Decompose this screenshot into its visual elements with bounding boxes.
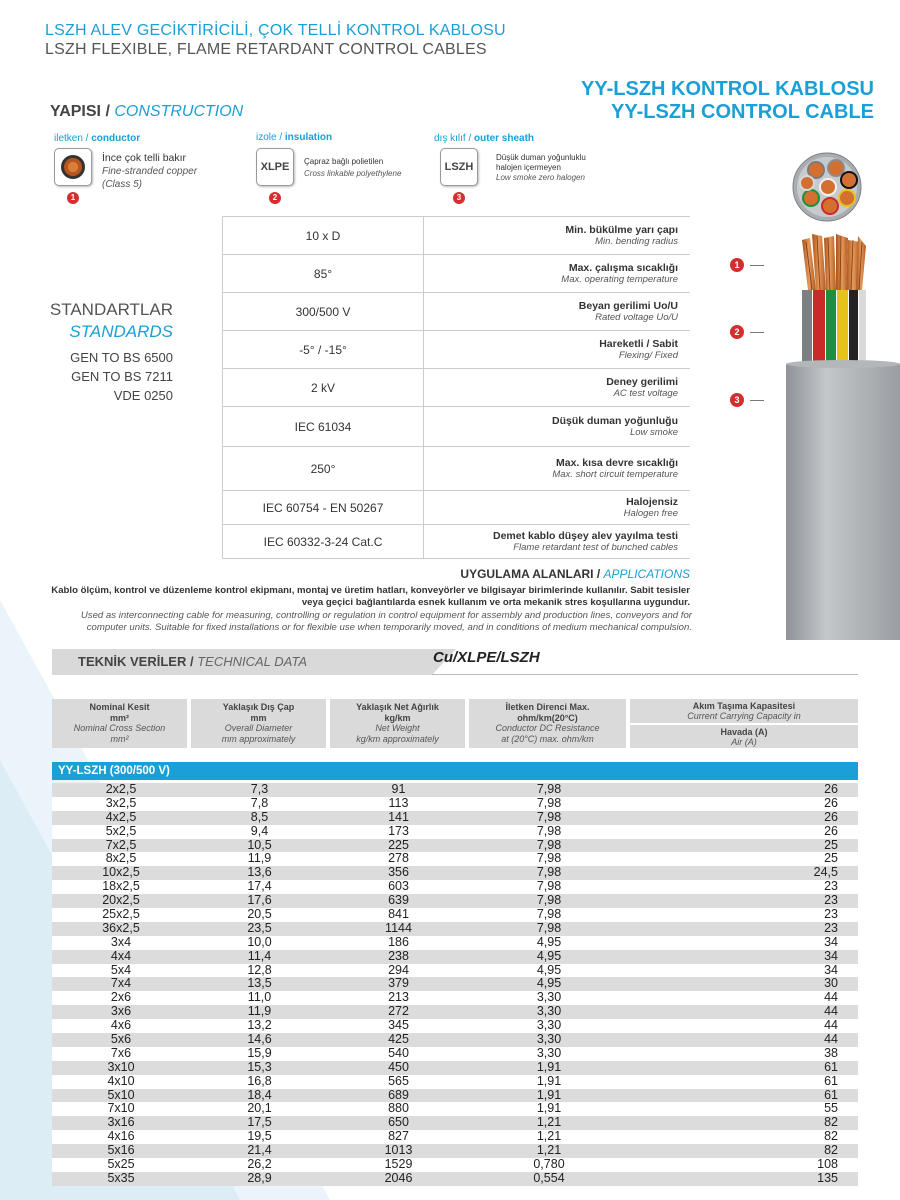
cell-current-air: 26 — [824, 795, 838, 810]
cell-resistance: 7,98 — [536, 865, 562, 880]
cell-resistance: 0,780 — [533, 1157, 565, 1172]
cell-weight: 689 — [388, 1087, 409, 1102]
cell-resistance: 7,98 — [536, 795, 562, 810]
property-label: Demet kablo düşey alev yayılma testi Flame retardant test of bunched cables — [492, 530, 678, 553]
callout-badge-1: 1 — [730, 258, 744, 272]
construction-title: YAPISI / CONSTRUCTION — [50, 103, 244, 120]
cell-cross-section: 3x2,5 — [105, 795, 137, 810]
applications-text-tr: Kablo ölçüm, kontrol ve düzenleme kontrol ekipmanı, montaj ve üretim hatları, konveyörler ve bilgisayar birimlerinde kullanılır. Sabit tesisler veya geçici bağlantılarda esnek kullanım ve orta mekanik stres koşullarına uygundur. — [51, 585, 690, 608]
insulation-desc-tr: Çapraz bağlı polietilen — [304, 157, 384, 166]
cell-current-air: 23 — [824, 920, 838, 935]
callout-badge-3: 3 — [730, 393, 744, 407]
table-row — [52, 866, 858, 880]
cell-current-air: 135 — [817, 1170, 838, 1185]
cell-diameter: 19,5 — [247, 1129, 272, 1144]
table-row — [52, 783, 858, 797]
cell-weight: 425 — [388, 1032, 409, 1047]
table-row — [52, 922, 858, 936]
cell-current-air: 55 — [824, 1101, 838, 1116]
property-row — [222, 255, 690, 293]
callout-line — [750, 265, 764, 266]
cell-diameter: 13,5 — [247, 976, 272, 991]
column-header-resistance: İletken Direnci Max. ohm/km(20°C) Conductor DC Resistance at (20°C) max. ohm/km — [469, 699, 626, 748]
cell-resistance: 4,95 — [536, 962, 562, 977]
standards-title: STANDARTLAR — [49, 300, 173, 319]
table-row — [52, 1116, 858, 1130]
property-row — [222, 491, 690, 525]
property-row — [222, 217, 690, 255]
cell-cross-section: 5x25 — [107, 1157, 135, 1172]
conductor-number-badge: 1 — [67, 192, 79, 204]
cell-diameter: 7,3 — [250, 782, 269, 796]
cell-weight: 345 — [388, 1018, 409, 1033]
conductor-class: (Class 5) — [102, 179, 143, 190]
cell-resistance: 4,95 — [536, 934, 562, 949]
cell-weight: 565 — [388, 1073, 409, 1088]
cell-weight: 225 — [388, 837, 409, 852]
cell-cross-section: 5x16 — [107, 1143, 135, 1158]
cell-cross-section: 4x4 — [110, 948, 132, 963]
cell-weight: 113 — [388, 795, 409, 810]
table-row — [52, 1019, 858, 1033]
property-row — [222, 525, 690, 559]
property-value: -5° / -15° — [222, 331, 424, 368]
property-label: Min. bükülme yarı çapı Min. bending radius — [565, 224, 678, 247]
table-row — [52, 1033, 858, 1047]
cell-resistance: 3,30 — [536, 1032, 562, 1047]
sheath-desc-en: Low smoke zero halogen — [496, 173, 585, 182]
cell-diameter: 18,4 — [247, 1087, 272, 1102]
cell-diameter: 15,9 — [247, 1045, 272, 1060]
cell-current-air: 23 — [824, 879, 838, 894]
cell-weight: 639 — [388, 893, 409, 908]
property-label: Hareketli / Sabit Flexing/ Fixed — [599, 338, 678, 361]
property-row — [222, 331, 690, 369]
cell-current-air: 23 — [824, 907, 838, 922]
table-row — [52, 811, 858, 825]
property-label: Deney gerilimi AC test voltage — [606, 376, 678, 399]
property-row — [222, 407, 690, 447]
cell-current-air: 26 — [824, 809, 838, 824]
cell-resistance: 7,98 — [536, 823, 562, 838]
copper-cross-section-icon — [61, 155, 85, 179]
cell-resistance: 1,21 — [536, 1129, 562, 1144]
cell-cross-section: 7x10 — [107, 1101, 135, 1116]
cell-cross-section: 3x10 — [107, 1059, 135, 1074]
cell-resistance: 1,21 — [536, 1115, 562, 1130]
conductor-desc-tr: İnce çok telli bakır — [102, 152, 187, 164]
cell-weight: 294 — [388, 962, 409, 977]
table-row — [52, 1089, 858, 1103]
cell-current-air: 25 — [824, 837, 838, 852]
cell-weight: 173 — [388, 823, 409, 838]
cell-resistance: 3,30 — [536, 1004, 562, 1019]
property-value: IEC 60332-3-24 Cat.C — [222, 525, 424, 558]
cell-current-air: 34 — [824, 962, 838, 977]
table-row — [52, 908, 858, 922]
property-value: 10 x D — [222, 217, 424, 254]
properties-table — [222, 216, 690, 559]
cell-current-air: 30 — [824, 976, 838, 991]
page-title-en: LSZH FLEXIBLE, FLAME RETARDANT CONTROL CABLES — [45, 41, 487, 58]
cell-diameter: 10,0 — [247, 934, 272, 949]
table-row — [52, 880, 858, 894]
cell-diameter: 20,1 — [247, 1101, 272, 1116]
property-value: IEC 60754 - EN 50267 — [222, 491, 424, 524]
conductor-heading: iletken / conductor — [54, 133, 141, 144]
cell-weight: 880 — [388, 1101, 409, 1116]
lszh-badge: LSZH — [440, 148, 478, 186]
cell-weight: 379 — [388, 976, 409, 991]
table-row — [52, 797, 858, 811]
cell-cross-section: 5x6 — [110, 1032, 132, 1047]
table-row — [52, 1075, 858, 1089]
insulation-number-badge: 2 — [269, 192, 281, 204]
cell-resistance: 4,95 — [536, 948, 562, 963]
cell-diameter: 28,9 — [247, 1170, 272, 1185]
cell-cross-section: 2x6 — [110, 990, 132, 1005]
standard-item: GEN TO BS 6500 — [70, 350, 173, 365]
cell-weight: 540 — [388, 1045, 409, 1060]
property-value: IEC 61034 — [222, 407, 424, 446]
cell-diameter: 13,6 — [247, 865, 272, 880]
table-row — [52, 1158, 858, 1172]
cell-cross-section: 5x35 — [107, 1170, 135, 1185]
cell-resistance: 7,98 — [536, 920, 562, 935]
cell-weight: 841 — [388, 907, 409, 922]
cell-current-air: 61 — [824, 1087, 838, 1102]
cell-resistance: 1,91 — [536, 1087, 562, 1102]
cell-current-air: 25 — [824, 851, 838, 866]
cell-cross-section: 5x10 — [107, 1087, 135, 1102]
standard-item: VDE 0250 — [113, 388, 173, 403]
cell-cross-section: 4x2,5 — [105, 809, 137, 824]
cell-weight: 1529 — [384, 1157, 413, 1172]
standards-subtitle: STANDARDS — [69, 322, 173, 341]
sheath-number-badge: 3 — [453, 192, 465, 204]
cell-resistance: 0,554 — [533, 1170, 565, 1185]
group-label-bar: YY-LSZH (300/500 V) — [52, 762, 858, 780]
table-row — [52, 950, 858, 964]
conductor-icon-box — [54, 148, 92, 186]
cell-diameter: 16,8 — [247, 1073, 272, 1088]
property-label: Düşük duman yoğunluğu Low smoke — [552, 415, 678, 438]
cell-weight: 278 — [388, 851, 409, 866]
cell-cross-section: 4x10 — [107, 1073, 135, 1088]
cell-current-air: 61 — [824, 1073, 838, 1088]
cell-cross-section: 5x2,5 — [105, 823, 137, 838]
cell-cross-section: 7x6 — [110, 1045, 132, 1060]
cell-resistance: 7,98 — [536, 879, 562, 894]
cell-resistance: 7,98 — [536, 837, 562, 852]
property-label: Max. kısa devre sıcaklığı Max. short circuit temperature — [552, 457, 678, 480]
cell-weight: 356 — [388, 865, 409, 880]
column-header-weight: Yaklaşık Net Ağırlık kg/km Net Weight kg/km approximately — [330, 699, 465, 748]
cell-diameter: 11,0 — [247, 990, 272, 1005]
cell-current-air: 26 — [824, 823, 838, 838]
column-header-diameter: Yaklaşık Dış Çap mm Overall Diameter mm approximately — [191, 699, 326, 748]
cell-resistance: 7,98 — [536, 907, 562, 922]
cell-resistance: 1,91 — [536, 1073, 562, 1088]
table-row — [52, 991, 858, 1005]
insulation-heading: izole / insulation — [256, 132, 333, 143]
cell-diameter: 7,8 — [250, 795, 269, 810]
cell-diameter: 17,5 — [247, 1115, 272, 1130]
cell-diameter: 15,3 — [247, 1059, 272, 1074]
property-value: 85° — [222, 255, 424, 292]
cell-current-air: 38 — [824, 1045, 838, 1060]
cell-cross-section: 3x4 — [110, 934, 132, 949]
cell-resistance: 3,30 — [536, 990, 562, 1005]
sheath-desc-tr-2: halojen içermeyen — [496, 163, 561, 172]
cell-cross-section: 4x6 — [110, 1018, 132, 1033]
cell-resistance: 3,30 — [536, 1045, 562, 1060]
cell-cross-section: 7x2,5 — [105, 837, 137, 852]
property-row — [222, 293, 690, 331]
cell-current-air: 34 — [824, 948, 838, 963]
table-row — [52, 839, 858, 853]
cell-diameter: 11,9 — [247, 851, 272, 866]
column-header-cross-section: Nominal Kesit mm² Nominal Cross Section mm² — [52, 699, 187, 748]
cell-resistance: 4,95 — [536, 976, 562, 991]
cell-resistance: 3,30 — [536, 1018, 562, 1033]
cell-diameter: 23,5 — [247, 920, 272, 935]
table-row — [52, 1144, 858, 1158]
insulation-desc-en: Cross linkable polyethylene — [304, 169, 402, 178]
table-row — [52, 1172, 858, 1186]
table-row — [52, 852, 858, 866]
material-code: Cu/XLPE/LSZH — [433, 649, 540, 666]
property-value: 300/500 V — [222, 293, 424, 330]
cell-cross-section: 25x2,5 — [102, 907, 140, 922]
cell-cross-section: 5x4 — [110, 962, 132, 977]
cell-diameter: 21,4 — [247, 1143, 272, 1158]
property-value: 2 kV — [222, 369, 424, 406]
cell-current-air: 44 — [824, 1032, 838, 1047]
table-row — [52, 1102, 858, 1116]
cell-cross-section: 18x2,5 — [102, 879, 140, 894]
cell-current-air: 108 — [817, 1157, 838, 1172]
property-label: Max. çalışma sıcaklığı Max. operating temperature — [561, 262, 678, 285]
cell-weight: 450 — [388, 1059, 409, 1074]
conductor-desc-en: Fine-stranded copper — [102, 166, 198, 177]
cell-weight: 272 — [388, 1004, 409, 1019]
cell-weight: 2046 — [384, 1170, 413, 1185]
cell-resistance: 7,98 — [536, 782, 562, 796]
product-name-en: YY-LSZH CONTROL CABLE — [611, 101, 874, 123]
cell-current-air: 44 — [824, 990, 838, 1005]
cell-weight: 91 — [391, 782, 406, 796]
table-row — [52, 1047, 858, 1061]
cell-current-air: 26 — [824, 782, 838, 796]
table-row — [52, 1005, 858, 1019]
applications-text-en: Used as interconnecting cable for measuring, controlling or regulation in control equipment for assembly and production lines, conveyors and for computer units. Suitable for fixed installations or for flexible use when temporarily moved, and in conditions of medium mechanical compulsion. — [80, 610, 692, 633]
cell-weight: 1013 — [384, 1143, 413, 1158]
cell-weight: 186 — [388, 934, 409, 949]
cell-resistance: 7,98 — [536, 809, 562, 824]
applications-title: UYGULAMA ALANLARI / APPLICATIONS — [460, 567, 690, 581]
cell-cross-section: 3x6 — [110, 1004, 132, 1019]
cell-resistance: 1,91 — [536, 1101, 562, 1116]
cable-illustration — [720, 150, 900, 640]
cell-diameter: 12,8 — [247, 962, 272, 977]
property-label: Halojensiz Halogen free — [623, 496, 678, 519]
property-value: 250° — [222, 447, 424, 490]
table-row — [52, 894, 858, 908]
page-title-tr: LSZH ALEV GECİKTİRİCİLİ, ÇOK TELLİ KONTROL KABLOSU — [45, 22, 506, 39]
cell-cross-section: 3x16 — [107, 1115, 135, 1130]
standard-item: GEN TO BS 7211 — [71, 369, 173, 384]
callout-line — [750, 400, 764, 401]
cell-current-air: 44 — [824, 1004, 838, 1019]
cell-diameter: 26,2 — [247, 1157, 272, 1172]
cell-resistance: 1,21 — [536, 1143, 562, 1158]
cell-cross-section: 10x2,5 — [102, 865, 140, 880]
cell-cross-section: 20x2,5 — [102, 893, 140, 908]
cell-current-air: 82 — [824, 1129, 838, 1144]
sheath-heading: dış kılıf / outer sheath — [434, 133, 535, 144]
cell-diameter: 11,9 — [247, 1004, 272, 1019]
table-row — [52, 825, 858, 839]
cell-current-air: 44 — [824, 1018, 838, 1033]
sheath-desc-tr: Düşük duman yoğunluklu — [496, 153, 586, 162]
cell-diameter: 17,6 — [247, 893, 272, 908]
cell-weight: 1144 — [385, 920, 412, 935]
technical-data-table — [52, 783, 858, 1186]
cell-current-air: 82 — [824, 1115, 838, 1130]
cell-weight: 238 — [388, 948, 409, 963]
cell-current-air: 34 — [824, 934, 838, 949]
cell-cross-section: 4x16 — [107, 1129, 135, 1144]
cell-resistance: 1,91 — [536, 1059, 562, 1074]
cell-current-air: 61 — [824, 1059, 838, 1074]
property-label: Beyan gerilimi Uo/U Rated voltage Uo/U — [578, 300, 678, 323]
column-header-air: Havada (A) Air (A) — [630, 725, 858, 748]
cell-weight: 603 — [388, 879, 409, 894]
property-row — [222, 447, 690, 491]
cell-cross-section: 7x4 — [110, 976, 132, 991]
cell-diameter: 8,5 — [250, 809, 269, 824]
cell-resistance: 7,98 — [536, 893, 562, 908]
cell-diameter: 10,5 — [247, 837, 272, 852]
xlpe-badge: XLPE — [256, 148, 294, 186]
column-header-current-capacity: Akım Taşıma Kapasitesi Current Carrying Capacity in — [630, 699, 858, 723]
cell-diameter: 9,4 — [250, 823, 269, 838]
product-name-tr: YY-LSZH KONTROL KABLOSU — [581, 78, 874, 100]
cell-resistance: 7,98 — [536, 851, 562, 866]
technical-data-title: TEKNİK VERİLER / TECHNICAL DATA — [78, 654, 307, 669]
cell-current-air: 23 — [824, 893, 838, 908]
table-row — [52, 936, 858, 950]
table-row — [52, 1061, 858, 1075]
cell-diameter: 11,4 — [247, 948, 272, 963]
cell-weight: 141 — [388, 809, 409, 824]
table-row — [52, 1130, 858, 1144]
cell-diameter: 20,5 — [247, 907, 272, 922]
cell-diameter: 13,2 — [247, 1018, 272, 1033]
cell-cross-section: 2x2,5 — [105, 782, 137, 796]
table-row — [52, 964, 858, 978]
cell-weight: 213 — [388, 990, 409, 1005]
cell-current-air: 82 — [824, 1143, 838, 1158]
cell-cross-section: 8x2,5 — [105, 851, 137, 866]
cell-diameter: 14,6 — [247, 1032, 272, 1047]
callout-line — [750, 332, 764, 333]
property-row — [222, 369, 690, 407]
table-row — [52, 977, 858, 991]
cell-current-air: 24,5 — [813, 865, 838, 880]
cell-cross-section: 36x2,5 — [102, 920, 140, 935]
cell-weight: 827 — [388, 1129, 409, 1144]
cell-weight: 650 — [388, 1115, 409, 1130]
callout-badge-2: 2 — [730, 325, 744, 339]
cell-diameter: 17,4 — [247, 879, 272, 894]
